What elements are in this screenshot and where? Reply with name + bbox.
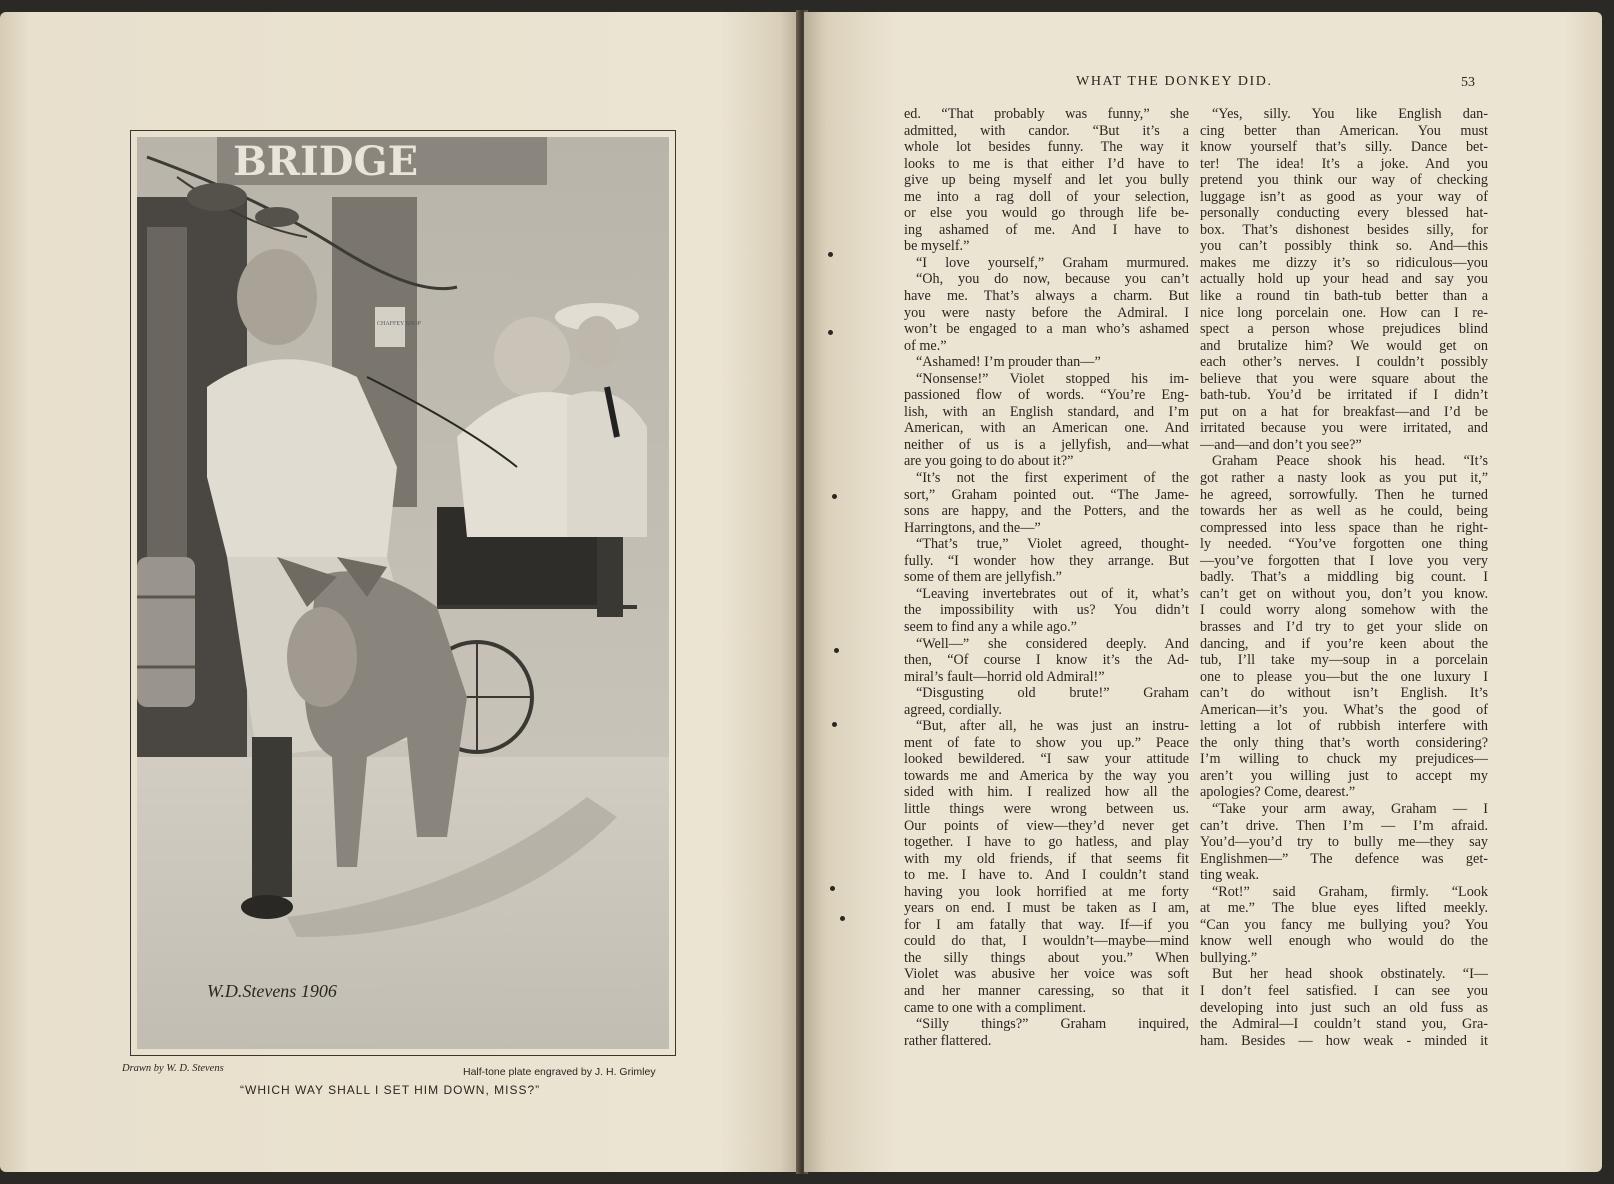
left-page (0, 12, 800, 1172)
text-line: are you going to do about it?” (904, 453, 1074, 470)
text-line: “I love yourself,” Graham murmured. (916, 254, 1189, 271)
text-line: having you look horrified at me forty (904, 883, 1189, 900)
text-line: be myself.” (904, 238, 970, 255)
text-line: I could worry along somehow with the (1200, 602, 1488, 619)
text-line: Violet was abusive her voice was soft (904, 966, 1189, 983)
text-line: put on a hat for breakfast—and I’d be (1200, 403, 1488, 420)
text-line: came to one with a compliment. (904, 999, 1087, 1016)
text-line: developing into just such an old fuss as (1200, 999, 1488, 1016)
binding-hole (832, 494, 837, 499)
illustration-image (137, 137, 669, 1049)
text-line: —and—and don’t you see?” (1200, 436, 1362, 453)
illustration-credit-artist: Drawn by W. D. Stevens (122, 1063, 224, 1074)
text-line: can’t do without isn’t English. It’s (1200, 685, 1488, 702)
text-line: he agreed, sorrowfully. Then he turned (1200, 486, 1488, 503)
text-line: ter! The idea! It’s a joke. And you (1200, 155, 1488, 172)
text-line: letting a lot of rubbish interfere with (1200, 718, 1488, 735)
binding-hole (834, 648, 839, 653)
text-line: bath-tub. You’d be irritated if I didn’t (1200, 387, 1488, 404)
text-line: ed. “That probably was funny,” she (904, 106, 1189, 122)
text-line: or else you would go through life be- (904, 205, 1189, 222)
text-line: badly. That’s a middling big count. I (1200, 569, 1488, 586)
text-line: You’d—you’d try to bully me—they say (1200, 834, 1488, 851)
text-line: Our points of view—they’d never get (904, 817, 1189, 834)
page-number: 53 (1461, 75, 1475, 90)
text-line: But her head shook obstinately. “I— (1212, 966, 1488, 983)
text-line: apologies? Come, dearest.” (1200, 784, 1356, 801)
text-line: cing better than American. You must (1200, 122, 1488, 139)
text-line: neither of us is a jellyfish, and—what (904, 436, 1189, 453)
binding-hole (830, 886, 835, 891)
store-sign-text: BRIDGE (233, 138, 419, 185)
text-line: —you’ve forgotten that I love you very (1200, 552, 1488, 569)
text-line: some of them are jellyfish.” (904, 569, 1062, 586)
text-line: know yourself that’s silly. Dance bet- (1200, 139, 1488, 156)
text-line: believe that you were square about the (1200, 370, 1488, 387)
text-line: “Silly things?” Graham inquired, (916, 1016, 1189, 1033)
text-line: “Well—” she considered deeply. And (916, 635, 1189, 652)
text-line: years on end. I must be taken as I am, (904, 900, 1189, 917)
text-line: compressed into less space than he right- (1200, 519, 1488, 536)
illustration-plate (137, 137, 669, 1049)
text-line: dancing, and if you’re keen about the (1200, 635, 1488, 652)
text-line: like a round tin bath-tub better than a (1200, 288, 1488, 305)
text-line: ting weak. (1200, 867, 1260, 884)
text-line: have me. That’s always a charm. But (904, 288, 1189, 305)
text-line: Graham Peace shook his head. “It’s (1212, 453, 1488, 470)
text-line: looks to me is that either I’d have to (904, 155, 1189, 172)
text-line: miral’s fault—horrid old Admiral!” (904, 668, 1105, 685)
text-line: “Can you fancy me bullying you? You (1200, 916, 1488, 933)
text-line: “Yes, silly. You like English dan- (1212, 106, 1488, 122)
text-line: know well enough who would do the (1200, 933, 1488, 950)
text-line: together. I have to go hatless, and play (904, 834, 1189, 851)
text-line: ing ashamed of me. And I have to (904, 221, 1189, 238)
text-line: spect a person whose prejudices blind (1200, 321, 1488, 338)
text-line: sons are happy, and the Potters, and the (904, 503, 1189, 520)
text-line: aren’t you willing just to accept my (1200, 767, 1488, 784)
text-line: each other’s nerves. I couldn’t possibly (1200, 354, 1488, 371)
artist-signature: W.D.Stevens 1906 (207, 981, 337, 1001)
text-line: sided with him. I realized how all the (904, 784, 1189, 801)
text-line: “Ashamed! I’m prouder than—” (916, 354, 1101, 371)
text-line: with my old friends, if that seems fit (904, 850, 1189, 867)
text-line: pretend you think our way of checking (1200, 172, 1488, 189)
text-line: “Take your arm away, Graham — I (1212, 800, 1488, 817)
text-line: rather flattered. (904, 1032, 992, 1049)
binding-hole (828, 330, 833, 335)
text-line: seem to find any a while ago.” (904, 618, 1077, 635)
text-line: the impossibility with us? You didn’t (904, 602, 1189, 619)
text-line: American, with an American one. And (904, 420, 1189, 437)
text-line: me into a rag doll of your selection, (904, 188, 1189, 205)
text-line: makes me dizzy it’s so ridiculous—you (1200, 254, 1488, 271)
text-line: ment of fate to show you up.” Peace (904, 734, 1189, 751)
binding-hole (828, 252, 833, 257)
text-line: got rather a nasty look as you put it,” (1200, 470, 1488, 487)
text-line: give up being myself and let you bully (904, 172, 1189, 189)
text-line: “Nonsense!” Violet stopped his im- (916, 370, 1189, 387)
text-column-right (1200, 106, 1488, 1049)
shop-door-sign-text: CHAFFEY SHOP (377, 321, 421, 327)
text-line: and brutalize him? We would get on (1200, 337, 1488, 354)
text-line: and her manner caressing, so that it (904, 982, 1189, 999)
text-line: I’m willing to chuck my prejudices— (1200, 751, 1488, 768)
text-line: towards me and America by the way you (904, 767, 1189, 784)
text-line: then, “Of course I know it’s the Ad- (904, 652, 1189, 669)
text-line: you can’t possibly think so. And—this (1200, 238, 1488, 255)
text-line: actually hold up your head and say you (1200, 271, 1488, 288)
text-line: tub, I’ll take my—soup in a porcelain (1200, 652, 1488, 669)
text-line: “Leaving invertebrates out of it, what’s (916, 585, 1189, 602)
text-line: “Oh, you do now, because you can’t (916, 271, 1189, 288)
text-line: whole lot besides funny. The way it (904, 139, 1189, 156)
text-line: passioned flow of words. “You’re Eng- (904, 387, 1189, 404)
text-line: admitted, with candor. “But it’s a (904, 122, 1189, 139)
text-line: Englishmen—” The defence was get- (1200, 850, 1488, 867)
text-line: can’t get on without you, don’t you know. (1200, 585, 1488, 602)
text-line: I don’t feel satisfied. I can see you (1200, 982, 1488, 999)
illustration-credit-engraver: Half-tone plate engraved by J. H. Grimley (463, 1066, 656, 1078)
text-line: fully. “I wonder how they arrange. But (904, 552, 1189, 569)
text-line: ham. Besides — how weak - minded it (1200, 1032, 1488, 1049)
text-line: the only thing that’s worth considering? (1200, 734, 1488, 751)
text-line: ly needed. “You’ve forgotten one thing (1200, 536, 1488, 553)
text-line: you were nasty before the Admiral. I (904, 304, 1189, 321)
text-line: for I am fatally that way. If—if you (904, 916, 1189, 933)
illustration-frame (130, 130, 676, 1056)
text-line: nice long porcelain one. How can I re- (1200, 304, 1488, 321)
text-line: could do that, I wouldn’t—maybe—mind (904, 933, 1189, 950)
text-line: “Rot!” said Graham, firmly. “Look (1212, 883, 1488, 900)
text-line: won’t be engaged to a man who’s ashamed (904, 321, 1189, 338)
text-line: the Admiral—I couldn’t stand you, Gra- (1200, 1016, 1488, 1033)
text-line: one to please you—but the one luxury I (1200, 668, 1488, 685)
text-line: sort,” Graham pointed out. “The Jame- (904, 486, 1189, 503)
text-line: luggage isn’t as good as your way of (1200, 188, 1488, 205)
text-line: “But, after all, he was just an instru- (916, 718, 1189, 735)
text-line: looked bewildered. “I saw your attitude (904, 751, 1189, 768)
text-line: Harringtons, and the—” (904, 519, 1041, 536)
text-line: agreed, cordially. (904, 701, 1002, 718)
text-line: the silly things about you.” When (904, 949, 1189, 966)
text-line: brasses and I’d try to get your slide on (1200, 618, 1488, 635)
text-line: box. That’s dishonest besides silly, for (1200, 221, 1488, 238)
text-line: personally conducting every blessed hat- (1200, 205, 1488, 222)
text-line: irritated because you were irritated, and (1200, 420, 1488, 437)
text-line: American—it’s you. What’s the good of (1200, 701, 1488, 718)
text-line: lish, with an English standard, and I’m (904, 403, 1189, 420)
binding-hole (832, 722, 837, 727)
text-line: to me. I have to. And I couldn’t stand (904, 867, 1189, 884)
text-line: “Disgusting old brute!” Graham (916, 685, 1189, 702)
text-line: bullying.” (1200, 949, 1258, 966)
binding-hole (840, 916, 845, 921)
text-line: little things were wrong between us. (904, 800, 1189, 817)
text-line: can’t drive. Then I’m — I’m afraid. (1200, 817, 1488, 834)
text-column-left (904, 106, 1189, 1049)
text-line: of me.” (904, 337, 947, 354)
illustration-caption: “WHICH WAY SHALL I SET HIM DOWN, MISS?” (240, 1083, 541, 1097)
text-line: “It’s not the first experiment of the (916, 470, 1189, 487)
running-head: WHAT THE DONKEY DID. (1076, 74, 1273, 89)
text-line: at me.” The blue eyes lifted meekly. (1200, 900, 1488, 917)
text-line: towards her as well as he could, being (1200, 503, 1488, 520)
text-line: “That’s true,” Violet agreed, thought- (916, 536, 1189, 553)
